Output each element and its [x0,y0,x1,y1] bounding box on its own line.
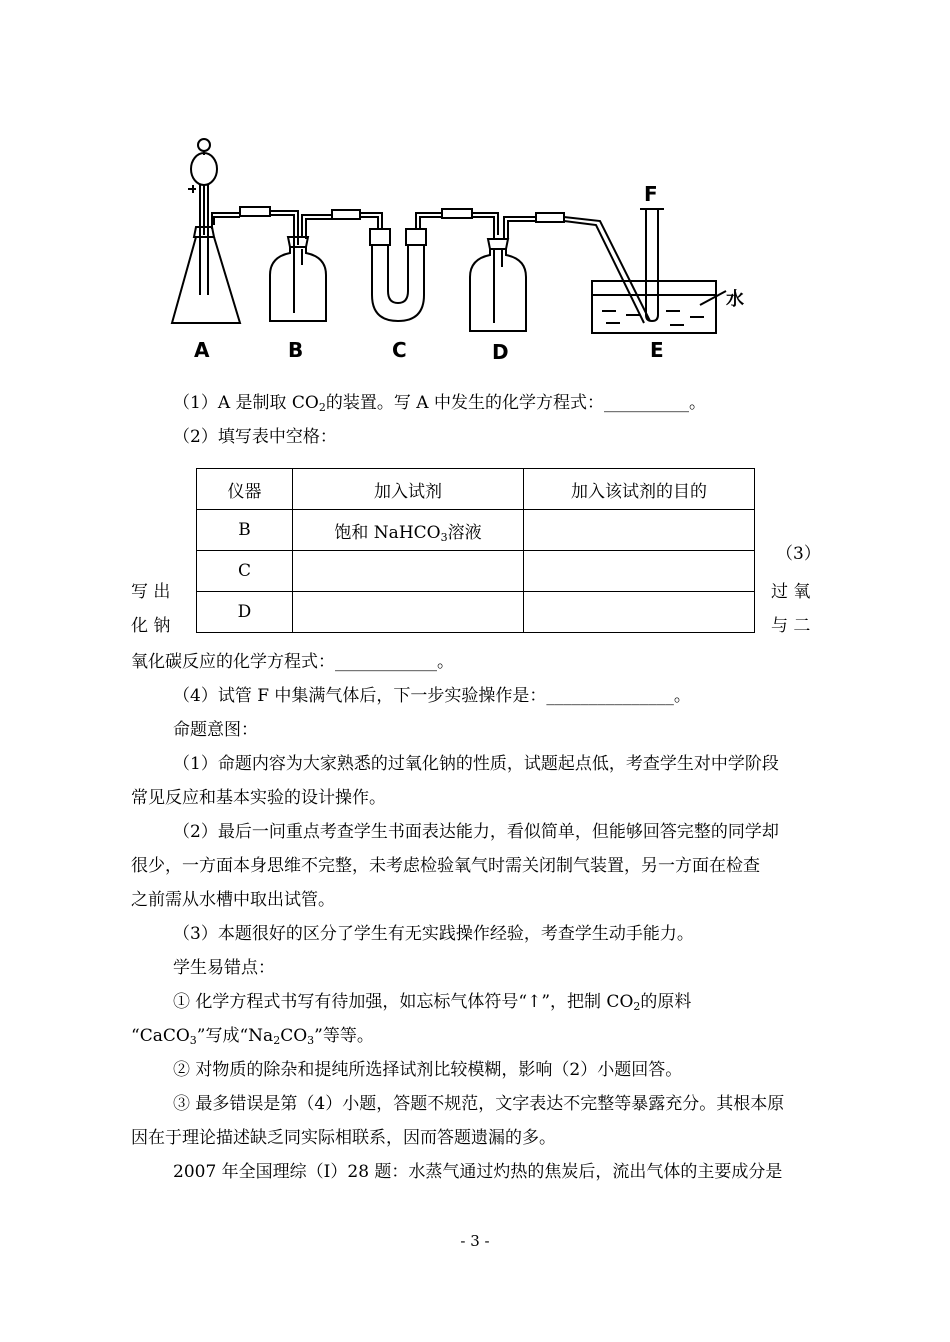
label-a: A [194,338,210,362]
table-header-row [197,469,755,510]
trough-e [592,209,726,333]
error-text: ”等等。 [314,1026,374,1046]
table-cell-purpose [524,592,755,633]
error-text-end: 的原料 [640,992,692,1012]
q1-subscript: 2 [318,401,326,414]
label-c: C [392,338,407,362]
errors-title: 学生易错点： [173,958,275,978]
q3-fragment: 过 氧 [771,582,811,602]
table-header: 仪器 [197,469,293,510]
table-cell-reagent [293,592,524,633]
reagent-subscript: 3 [440,530,448,544]
question-3-end: 氧化碳反应的化学方程式：____________。 [131,652,454,672]
intent-paragraph: 很少，一方面本身思维不完整，未考虑检验氧气时需关闭制气装置，另一方面在检查 [131,856,760,876]
table-cell-instrument: C [197,551,293,592]
intent-paragraph: （3）本题很好的区分了学生有无实践操作经验，考查学生动手能力。 [173,924,694,944]
label-e: E [650,338,664,362]
table-cell-instrument: D [197,592,293,633]
q1-text: （1）A 是制取 CO [173,393,319,413]
error-text: ”写成“Na [196,1026,274,1046]
q3-fragment: 与 二 [771,616,811,636]
table-cell-reagent [293,510,524,551]
question-4: （4）试管 F 中集满气体后，下一步实验操作是：_______________。 [173,686,691,706]
closing-paragraph: 2007 年全国理综（I）28 题：水蒸气通过灼热的焦炭后，流出气体的主要成分是 [173,1162,783,1182]
table-row [197,510,755,551]
error-item: ③ 最多错误是第（4）小题，答题不规范，文字表达不完整等暴露充分。其根本原 [173,1094,785,1114]
error-subscript: 3 [307,1034,315,1047]
bottle-b [270,215,332,321]
error-text: CO [280,1026,308,1046]
label-f: F [644,182,658,206]
table-cell-reagent [293,551,524,592]
table-row [197,551,755,592]
page-number: - 3 - [460,1232,490,1250]
reagent-table [196,468,755,633]
intent-paragraph: 常见反应和基本实验的设计操作。 [131,788,386,808]
intent-paragraph: （2）最后一问重点考查学生书面表达能力，看似简单，但能够回答完整的同学却 [173,822,779,842]
table-row [197,592,755,633]
flask-a [172,139,240,323]
table-cell-purpose [524,551,755,592]
label-b: B [288,338,304,362]
bottle-d [470,217,536,331]
question-2: （2）填写表中空格： [173,427,337,447]
label-water: 水 [726,289,744,310]
error-item: 因在于理论描述缺乏同实际相联系，因而答题遗漏的多。 [131,1128,556,1148]
u-tube-c [370,213,442,321]
error-item: ② 对物质的除杂和提纯所选择试剂比较模糊，影响（2）小题回答。 [173,1060,683,1080]
table-cell-purpose [524,510,755,551]
reagent-text-end: 溶液 [447,522,482,543]
error-item [131,1019,821,1053]
table-header: 加入试剂 [293,469,524,510]
question-1 [173,386,863,420]
q3-fragment: 写 出 [131,582,171,602]
reagent-text: 饱和 NaHCO [334,522,441,543]
q3-fragment: （3） [776,544,821,564]
table-header: 加入该试剂的目的 [524,469,755,510]
intent-paragraph: 之前需从水槽中取出试管。 [131,890,335,910]
error-text: “CaCO [131,1026,190,1046]
table-cell-instrument: B [197,510,293,551]
error-subscript: 2 [273,1034,281,1047]
q3-fragment: 化 钠 [131,616,171,636]
error-subscript: 3 [189,1034,197,1047]
error-text: ① 化学方程式书写有待加强，如忘标气体符号“↑”，把制 CO [173,992,634,1012]
intent-paragraph: （1）命题内容为大家熟悉的过氧化钠的性质，试题起点低，考查学生对中学阶段 [173,754,779,774]
error-subscript: 2 [633,1000,641,1013]
label-d: D [492,340,509,364]
q1-text-end: 的装置。写 A 中发生的化学方程式：__________。 [325,393,706,413]
apparatus-diagram [160,125,780,370]
error-item [173,985,863,1019]
intent-title: 命题意图： [173,720,258,740]
